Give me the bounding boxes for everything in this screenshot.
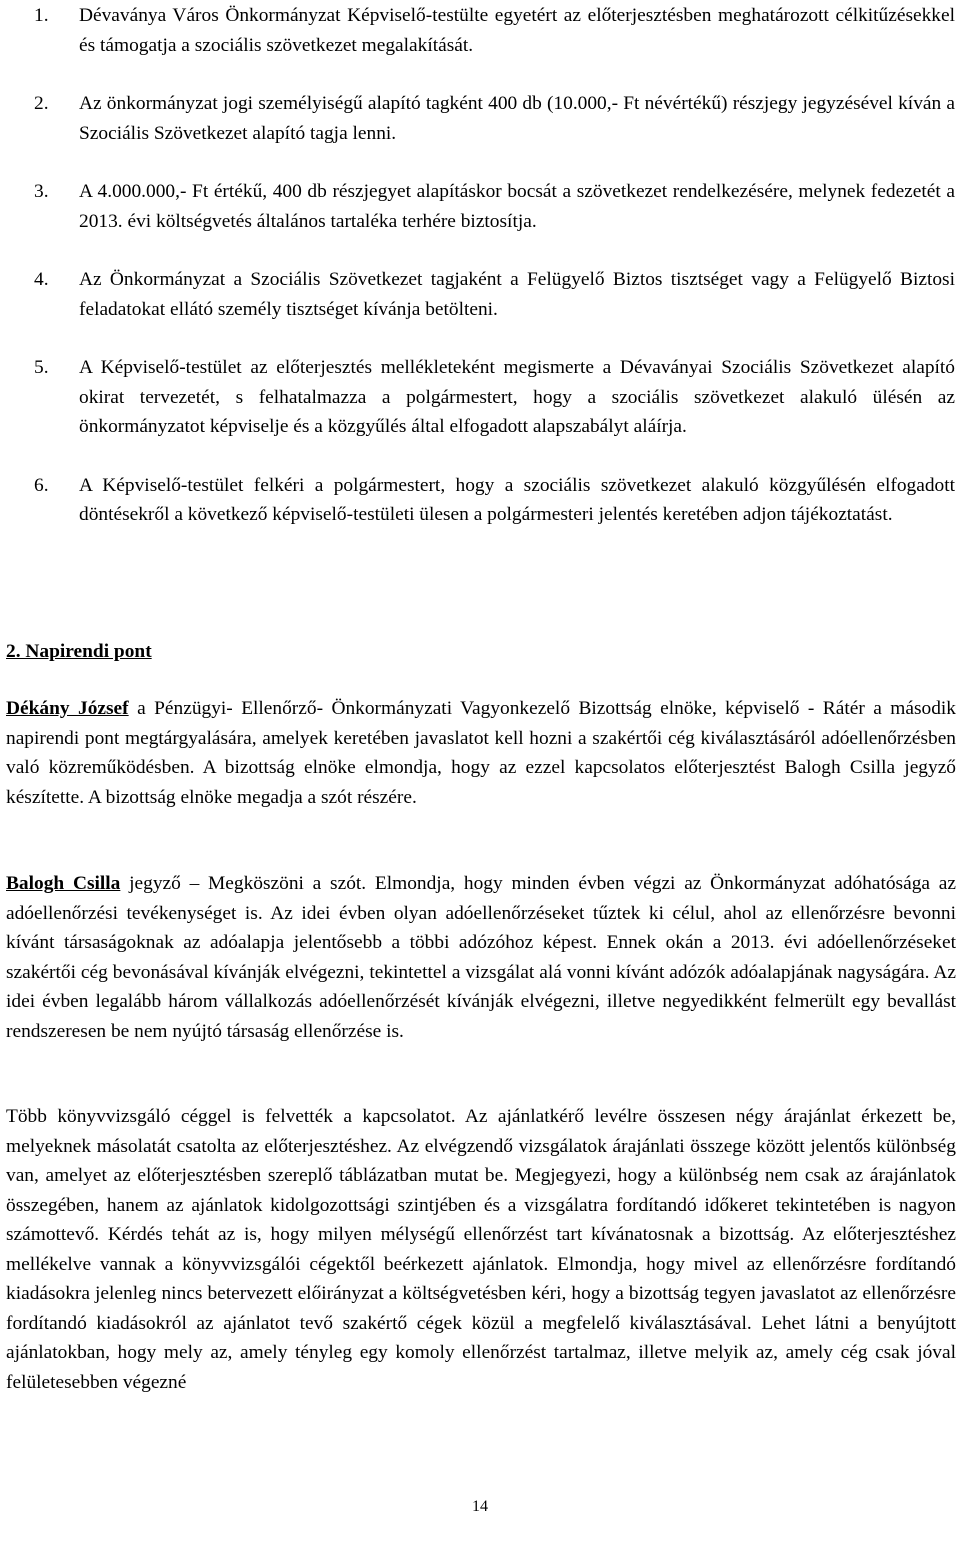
page-number: 14 [472,1498,488,1515]
item-text: A 4.000.000,- Ft értékű, 400 db részjegyet alapításkor bocsát a szövetkezet rendelkezésére, melynek fedezetét a 2013. évi költségvetés általános tartaléka terhére biztosítja. [79,181,955,232]
resolution-item-5 [34,353,955,442]
item-number: 5. [34,357,49,378]
item-text: Dévaványa Város Önkormányzat Képviselő-testülte egyetért az előterjesztésben meghatározott célkitűzésekkel és támogatja a szociális szövetkezet megalakítását. [79,5,955,56]
paragraph-text: Több könyvvizsgáló céggel is felvették a kapcsolatot. Az ajánlatkérő levélre összesen négy árajánlat érkezett be, melyeknek másolatát csatolta az előterjesztéshez. Az elvégzendő vizsgálatok árajánlati összege között jelentős különbség van, amelyet az előterjesztésben szereplő táblázatban mutat be. Megjegyezi, hogy a különbség nem csak az árajánlatok összegében, hanem az ajánlatok kidolgozottsági szintjében és a vizsgálatra fordítandó időkeret tekintetében is nagyon számottevő. Kérdés tehát az is, hogy milyen mélységű ellenőrzést tart kívánatosnak a bizottság. Az előterjesztéshez mellékelve vannak a könyvvizsgálói cégektől beérkezett ajánlatok. Elmondja, hogy mivel az ellenőrzésre fordítandó kiadásokra jelenleg nincs betervezett előirányzat a költségvetésben kéri, hogy a bizottság tegyen javaslatot az ellenőrzésre fordítandó kiadásokról az ajánlatot tevő szakértő cégek közül a megfelelő kiválasztásával. Lehet látni a benyújtott ajánlatokban, hogy mely az, amely tényleg egy komoly ellenőrzést tartalmaz, illetve melyik az, amely cég csak jóval felületesebben végezné [6,1106,956,1393]
item-number: 3. [34,181,49,202]
speaker-name: Balogh Csilla [6,873,121,894]
speaker-name: Dékány József [6,698,129,719]
paragraph-text: jegyző – Megköszöni a szót. Elmondja, hogy minden évben végzi az Önkormányzat adóhatósága az adóellenőrzési tevékenységet is. Az idei évben olyan adóellenőrzéseket tűztek ki célul, ahol az ellenőrzésre bevonni kívánt társaságoknak az adóalapja jelentősebb a többi adózóhoz képest. Ennek okán a 2013. évi adóellenőrzéseket szakértői cég bevonásával kívánják elvégezni, tekintettel a vizsgálat alá vonni kívánt adózók adóalapjának nagyságára. Az idei évben legalább három vállalkozás adóellenőrzését kívánják elvégezni, illetve negyedikként felmerült egy bevallást rendszeresen be nem nyújtó társaság ellenőrzése is. [6,873,956,1042]
item-text: A Képviselő-testület felkéri a polgármestert, hogy a szociális szövetkezet alakuló közgyűlésén elfogadott döntésekről a következő képviselő-testületi ülesen a polgármesteri jelentés keretében adjon tájékoztatást. [79,474,955,525]
paragraph-balogh [6,869,956,1046]
item-text: Az önkormányzat jogi személyiségű alapító tagként 400 db (10.000,- Ft névértékű) részjegy jegyzésével kíván a Szociális Szövetkezet alapító tagja lenni. [79,93,955,144]
paragraph-dekany [6,694,956,812]
item-text: A Képviselő-testület az előterjesztés mellékleteként megismerte a Dévaványai Szociális Szövetkezet alapító okirat tervezetét, s felhatalmazza a polgármestert, hogy a szociális szövetkezet alakuló ülésén az önkormányzatot képviselje és a közgyűlés által elfogadott alapszabályt aláírja. [79,357,955,437]
item-number: 6. [34,474,49,496]
section-heading: 2. Napirendi pont [6,641,152,662]
item-number: 1. [34,5,49,26]
paragraph-text: a Pénzügyi- Ellenőrző- Önkormányzati Vagyonkezelő Bizottság elnöke, képviselő - Rátér a második napirendi pont megtárgyalására, amelyek keretében javaslatot kell hozni a szakértői cég kiválasztásáról adóellenőrzésben való közreműködésben. A bizottság elnöke elmondja, hogy az ezzel kapcsolatos előterjesztést Balogh Csilla jegyző készítette. A bizottság elnöke megadja a szót részére. [6,698,956,808]
paragraph-continuation [6,1102,956,1397]
item-number: 4. [34,269,49,290]
resolution-item-3 [34,177,955,236]
resolution-item-1 [34,1,955,60]
resolution-item-4 [34,265,955,324]
resolution-list [34,1,955,530]
resolution-item-2 [34,89,955,148]
item-text: Az Önkormányzat a Szociális Szövetkezet tagjaként a Felügyelő Biztos tisztséget vagy a Felügyelő Biztosi feladatokat ellátó személy tisztséget kívánja betölteni. [79,269,955,320]
resolution-item-6 [34,471,955,530]
item-number: 2. [34,93,49,114]
